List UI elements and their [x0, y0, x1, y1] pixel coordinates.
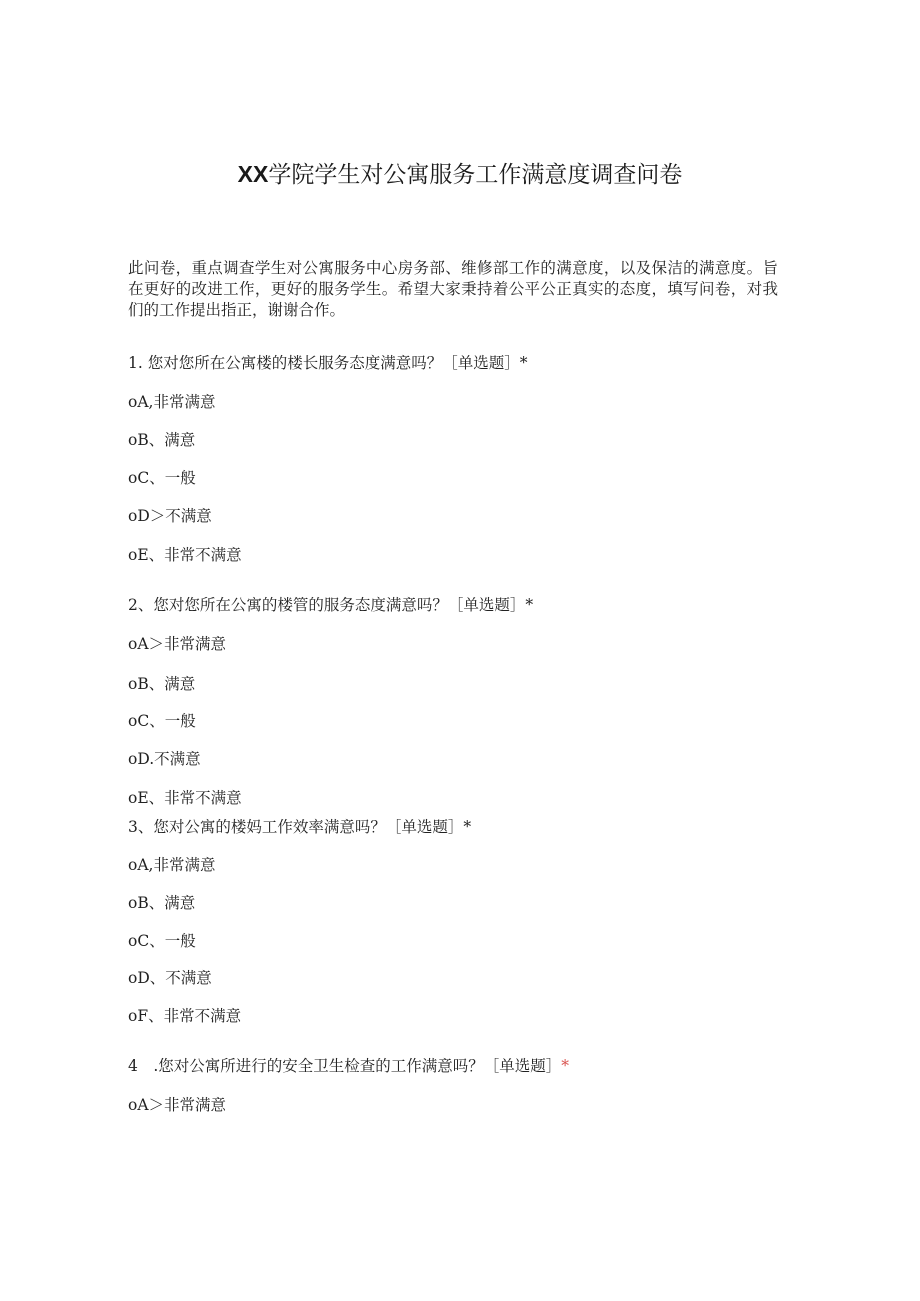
question-1-option-d[interactable]: oD＞不满意	[128, 507, 212, 525]
intro-paragraph: 此问卷，重点调查学生对公寓服务中心房务部、维修部工作的满意度，以及保洁的满意度。旨在更好的改进工作，更好的服务学生。希望大家秉持着公平公正真实的态度，填写问卷，对我们的工作提出指正，谢谢合作。	[128, 259, 778, 319]
question-2-option-a[interactable]: oA＞非常满意	[128, 635, 227, 653]
question-3-option-d[interactable]: oD、不满意	[128, 969, 212, 987]
question-2-option-e[interactable]: oE、非常不满意	[128, 789, 242, 807]
page-title	[0, 156, 920, 189]
question-3-option-c[interactable]: oC、一般	[128, 932, 196, 950]
question-1-option-e[interactable]: oE、非常不满意	[128, 546, 242, 564]
question-2-option-b[interactable]: oB、满意	[128, 675, 196, 693]
question-1: 1. 您对您所在公寓楼的楼长服务态度满意吗？［单选题］*	[128, 354, 528, 372]
question-2: 2、您对您所在公寓的楼管的服务态度满意吗？［单选题］*	[128, 596, 534, 614]
question-1-option-c[interactable]: oC、一般	[128, 469, 196, 487]
title-text: 学院学生对公寓服务工作满意度调查问卷	[268, 162, 683, 188]
question-3: 3、您对公寓的楼妈工作效率满意吗？［单选题］*	[128, 818, 472, 836]
question-3-option-b[interactable]: oB、满意	[128, 894, 196, 912]
question-4-option-a[interactable]: oA＞非常满意	[128, 1096, 227, 1114]
title-prefix: XX	[237, 161, 269, 187]
question-1-option-a[interactable]: oA,非常满意	[128, 393, 216, 411]
question-3-option-f[interactable]: oF、非常不满意	[128, 1007, 242, 1025]
question-3-option-a[interactable]: oA,非常满意	[128, 856, 216, 874]
question-4	[128, 1054, 569, 1076]
question-4-text: 4 .您对公寓所进行的安全卫生检查的工作满意吗？［单选题］	[128, 1057, 562, 1075]
question-2-option-c[interactable]: oC、一般	[128, 712, 196, 730]
required-mark: *	[561, 1057, 570, 1075]
question-1-option-b[interactable]: oB、满意	[128, 431, 196, 449]
question-2-option-d[interactable]: oD.不满意	[128, 750, 201, 768]
